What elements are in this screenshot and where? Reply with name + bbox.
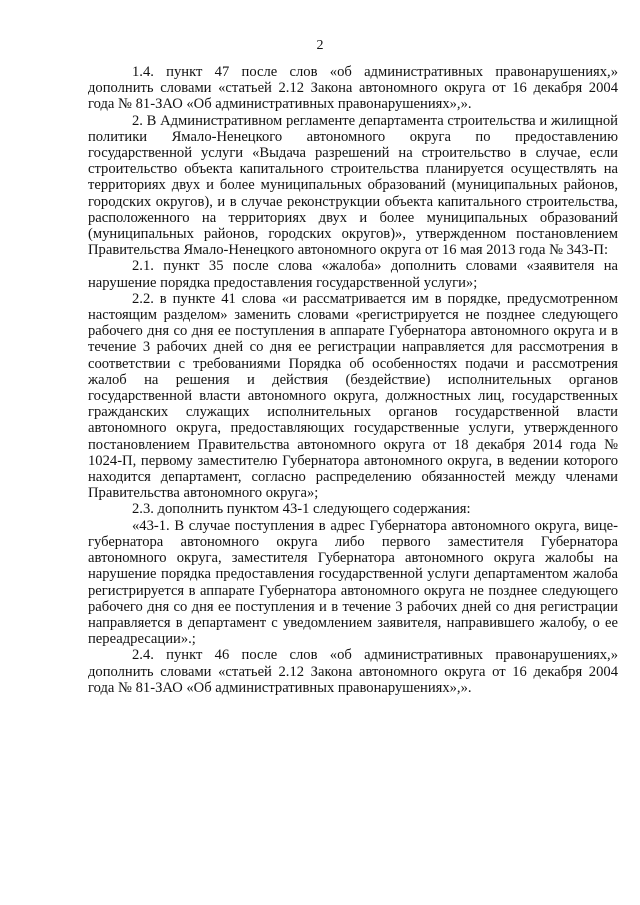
page-number: 2 [316,38,324,53]
paragraph-2-1: 2.1. пункт 35 после слова «жалоба» дополнить словами «заявителя на нарушение порядка предоставления государственной услуги»; [88,258,618,291]
paragraph-2-3: 2.3. дополнить пунктом 43-1 следующего содержания: [132,501,471,518]
paragraph-43-1: «43-1. В случае поступления в адрес Губернатора автономного округа, вице-губернатора автономного округа либо первого заместителя Губернатора автономного округа, заместителя Губернатора автономного округа жалобы на нарушение порядка предоставления государственной услуги департаментом жалоба регистрируется в аппарате Губернатора автономного округа не позднее следующего рабочего дня со дня ее поступления и в течение 3 рабочих дней со дня регистрации направляется в департамент с уведомлением заявителя, направившего жалобу, о ее переадресации».; [88,517,618,648]
document-body [88,64,618,696]
paragraph-2: 2. В Административном регламенте департамента строительства и жилищной политики Ямало-Ненецкого автономного округа по предоставлению государственной услуги «Выдача разрешений на строительство в случае, если строительство объекта капитального строительства планируется осуществлять на территориях двух и более муниципальных образований (муниципальных районов, городских округов), и в случае реконструкции объекта капитального строительства, расположенного на территориях двух и более муниципальных образований (муниципальных районов, городских округов)», утвержденном постановлением Правительства Ямало-Ненецкого автономного округа от 16 мая 2013 года № 343-П: [88,112,618,259]
paragraph-1-4: 1.4. пункт 47 после слов «об административных правонарушениях,» дополнить словами «статьей 2.12 Закона автономного округа от 16 декабря 2004 года № 81-ЗАО «Об административных правонарушениях»,». [88,64,618,113]
paragraph-2-2: 2.2. в пункте 41 слова «и рассматривается им в порядке, предусмотренном настоящим разделом» заменить словами «регистрируется не позднее следующего рабочего дня со дня ее поступления в аппарате Губернатора автономного округа и в течение 3 рабочих дней со дня ее регистрации направляется для рассмотрения в соответствии с требованиями Порядка об особенностях подачи и рассмотрения жалоб на решения и действия (бездействие) исполнительных органов государственной власти автономного округа, должностных лиц, государственных гражданских служащих исполнительных органов государственной власти автономного округа, предоставляющих государственные услуги, утвержденного постановлением Правительства автономного округа от 18 декабря 2014 года № 1024-П, первому заместителю Губернатора автономного округа, в ведении которого находится департамент, согласно распределению обязанностей между членами Правительства автономного округа»; [88,290,618,502]
paragraph-2-4: 2.4. пункт 46 после слов «об административных правонарушениях,» дополнить словами «статьей 2.12 Закона автономного округа от 16 декабря 2004 года № 81-ЗАО «Об административных правонарушениях»,». [88,647,618,696]
